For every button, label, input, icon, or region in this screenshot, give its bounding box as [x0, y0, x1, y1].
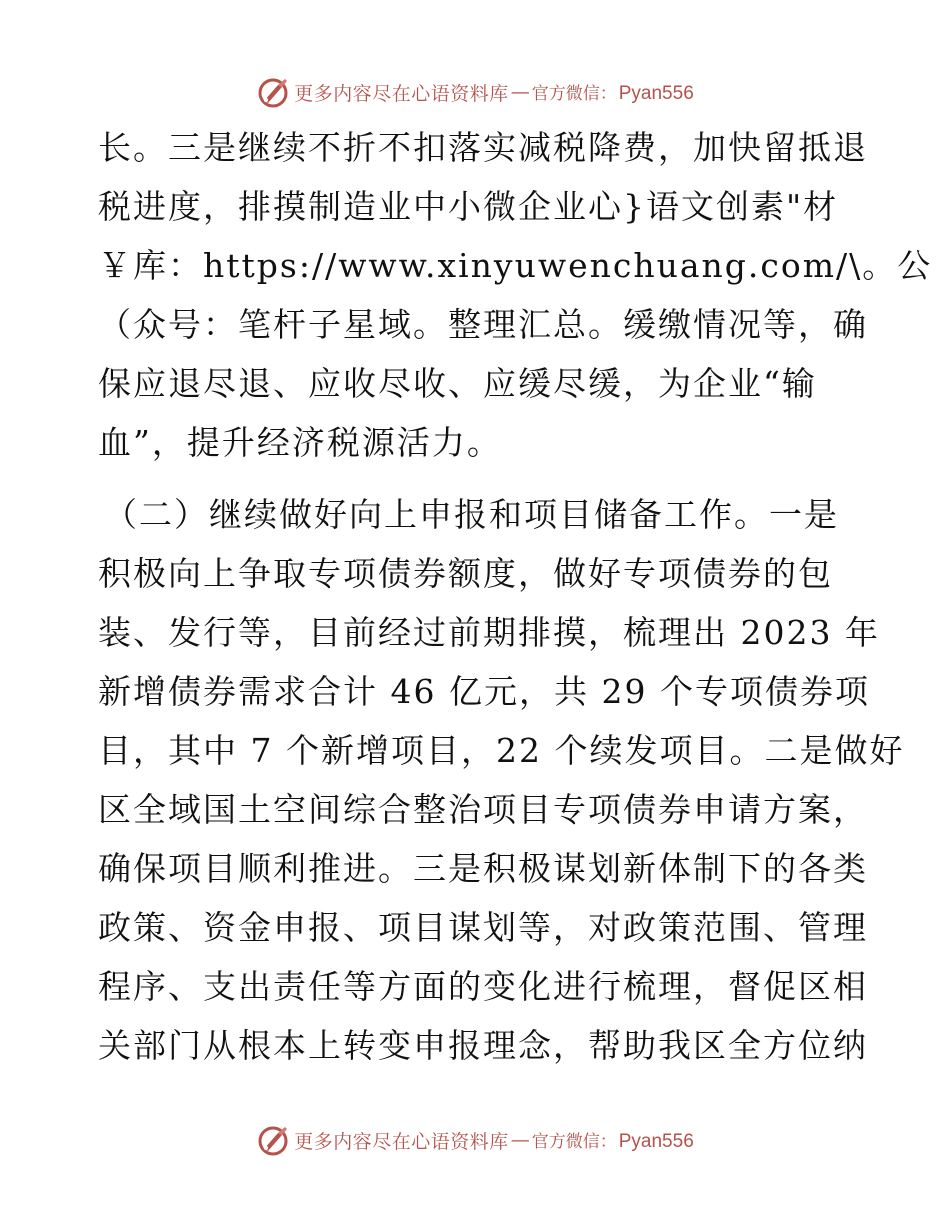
text-line: 保应退尽退、应收尽收、应缓尽缓，为企业“输	[98, 364, 817, 403]
document-body	[98, 118, 933, 1075]
text-line: 政策、资金申报、项目谋划等，对政策范围、管理	[98, 908, 868, 947]
watermark-site-text: 更多内容尽在心语资料库	[294, 1130, 509, 1153]
watermark-wechat	[532, 79, 694, 105]
watermark-wechat-label: 官方微信：	[531, 1132, 617, 1152]
pen-logo-icon	[256, 75, 290, 109]
paragraph-1	[98, 118, 933, 472]
text-line: 长。三是继续不折不扣落实减税降费，加快留抵退	[98, 128, 868, 167]
text-line: 税进度，排摸制造业中小微企业心}语文创素"材	[98, 187, 839, 226]
text-line: 装、发行等，目前经过前期排摸，梳理出 2023 年	[98, 613, 880, 652]
watermark-wechat-id: Pyan556	[618, 83, 694, 104]
text-line: 关部门从根本上转变申报理念，帮助我区全方位纳	[98, 1026, 868, 1065]
footer-watermark	[0, 1120, 950, 1160]
text-line: 新增债券需求合计 46 亿元，共 29 个专项债券项	[98, 672, 870, 711]
text-line: 血”，提升经济税源活力。	[98, 423, 502, 462]
header-watermark	[0, 72, 950, 112]
pen-logo-icon	[256, 1123, 290, 1157]
text-line: 目，其中 7 个新增项目，22 个续发项目。二是做好	[98, 731, 905, 770]
watermark-wechat-label: 官方微信：	[531, 84, 617, 104]
text-line: 区全域国土空间综合整治项目专项债券申请方案，	[98, 790, 868, 829]
text-line: 确保项目顺利推进。三是积极谋划新体制下的各类	[98, 849, 868, 888]
watermark-separator: —	[510, 81, 530, 103]
watermark-site-text: 更多内容尽在心语资料库	[294, 82, 509, 105]
text-line: 积极向上争取专项债券额度，做好专项债券的包	[98, 554, 833, 593]
section-heading-line: （二）继续做好向上申报和项目储备工作。一是	[104, 495, 839, 534]
watermark-wechat	[532, 1127, 694, 1153]
watermark-separator: —	[510, 1129, 530, 1151]
text-line: （众号：笔杆子星域。整理汇总。缓缴情况等，确	[98, 305, 868, 344]
watermark-wechat-id: Pyan556	[618, 1131, 694, 1152]
text-line: ￥库：https://www.xinyuwenchuang.com/\。公	[98, 246, 933, 285]
text-line: 程序、支出责任等方面的变化进行梳理，督促区相	[98, 967, 868, 1006]
paragraph-2	[98, 485, 905, 1075]
